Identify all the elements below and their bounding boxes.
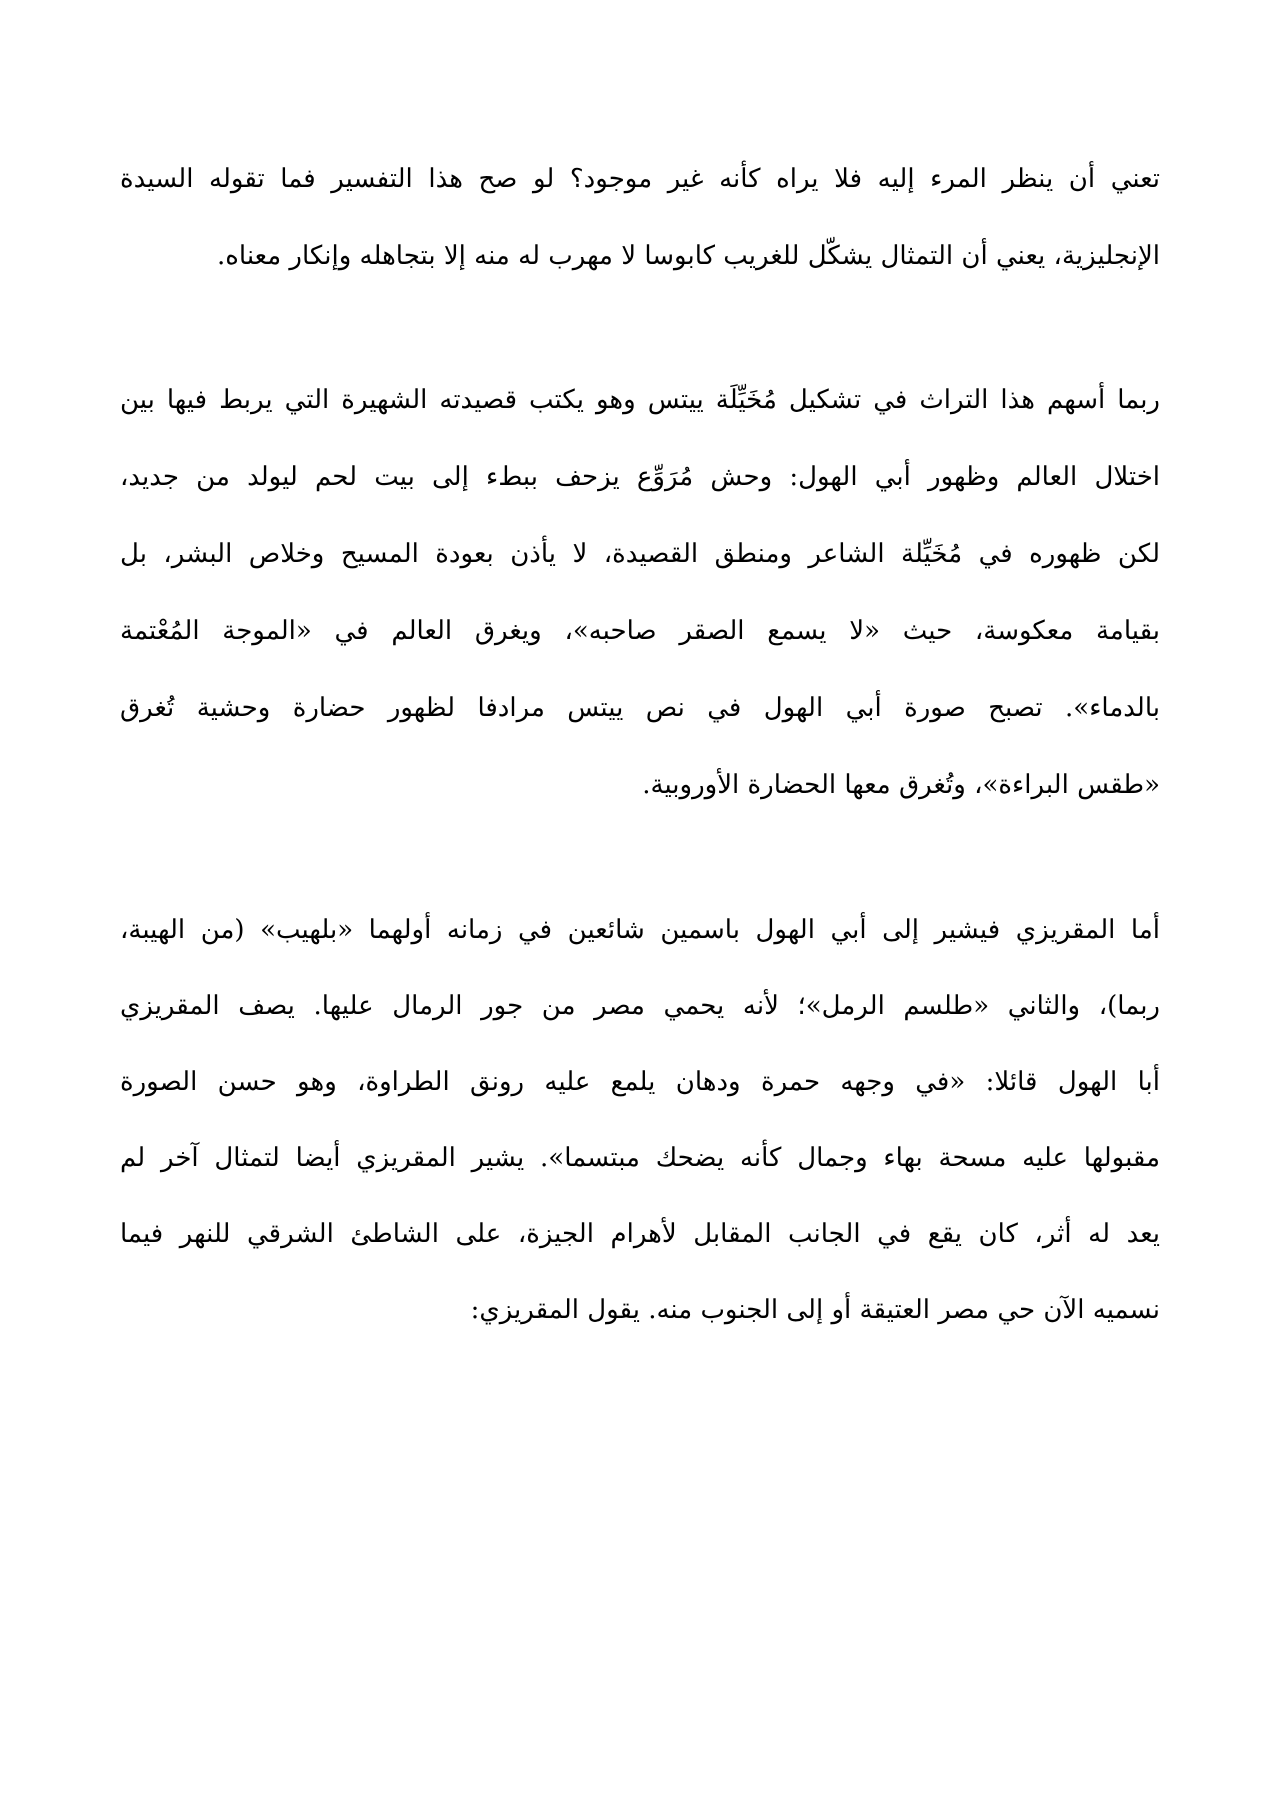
paragraph-line: تعني أن ينظر المرء إليه فلا يراه كأنه غير موجود؟ لو صح هذا التفسير فما تقوله السيدة xyxy=(120,164,1160,194)
paragraph-line: مقبولها عليه مسحة بهاء وجمال كأنه يضحك مبتسما». يشير المقريزي أيضا لتمثال آخر لم xyxy=(120,1143,1160,1173)
paragraph-line: ربما أسهم هذا التراث في تشكيل مُخَيِّلَة ييتس وهو يكتب قصيدته الشهيرة التي يربط فيها بين xyxy=(120,385,1160,415)
paragraph-line: أبا الهول قائلا: «في وجهه حمرة ودهان يلمع عليه رونق الطراوة، وهو حسن الصورة xyxy=(120,1067,1160,1097)
paragraph-line: الإنجليزية، يعني أن التمثال يشكّل للغريب كابوسا لا مهرب له منه إلا بتجاهله وإنكار معناه. xyxy=(217,241,1160,271)
paragraph-line: بالدماء». تصبح صورة أبي الهول في نص ييتس مرادفا لظهور حضارة وحشية تُغرق xyxy=(120,693,1160,723)
paragraph-line: لكن ظهوره في مُخَيِّلة الشاعر ومنطق القصيدة، لا يأذن بعودة المسيح وخلاص البشر، بل xyxy=(120,539,1160,569)
paragraph-line: «طقس البراءة»، وتُغرق معها الحضارة الأوروبية. xyxy=(642,770,1160,800)
paragraph-line: ربما)، والثاني «طلسم الرمل»؛ لأنه يحمي مصر من جور الرمال عليها. يصف المقريزي xyxy=(120,991,1160,1021)
paragraph-line: اختلال العالم وظهور أبي الهول: وحش مُرَوِّع يزحف ببطء إلى بيت لحم ليولد من جديد، xyxy=(120,462,1160,492)
paragraph-line: أما المقريزي فيشير إلى أبي الهول باسمين شائعين في زمانه أولهما «بلهيب» (من الهيبة، xyxy=(120,915,1160,945)
paragraph-line: نسميه الآن حي مصر العتيقة أو إلى الجنوب منه. يقول المقريزي: xyxy=(470,1295,1160,1325)
paragraph-line: يعد له أثر، كان يقع في الجانب المقابل لأهرام الجيزة، على الشاطئ الشرقي للنهر فيما xyxy=(120,1219,1160,1249)
paragraph-line: بقيامة معكوسة، حيث «لا يسمع الصقر صاحبه»، ويغرق العالم في «الموجة المُعْتمة xyxy=(120,616,1160,646)
